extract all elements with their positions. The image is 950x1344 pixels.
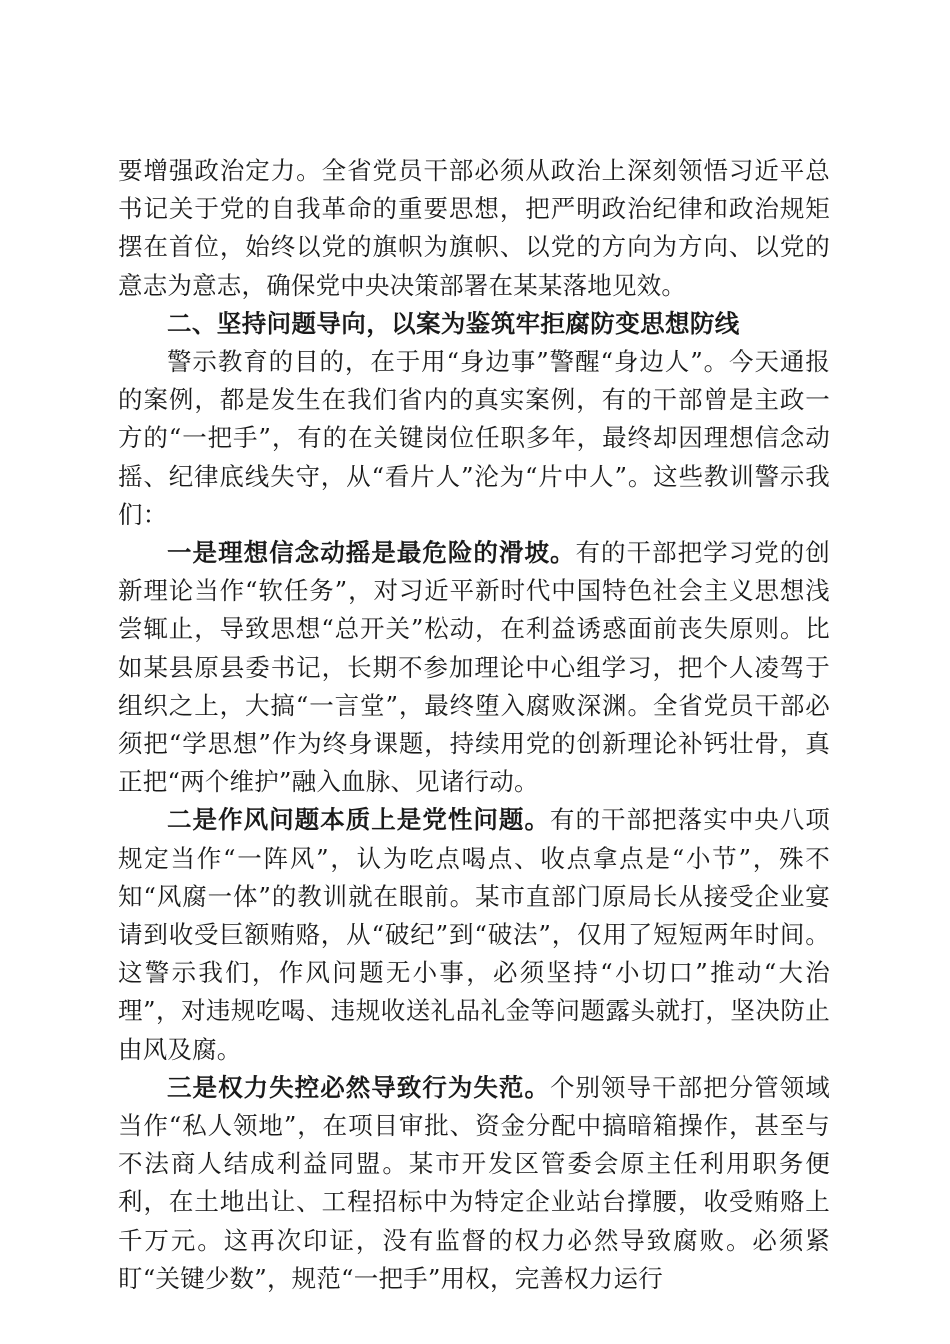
point-one-paragraph — [118, 534, 830, 801]
section-heading — [118, 305, 830, 343]
paragraph-text: 警示教育的目的，在于用“身边事”警醒“身边人”。今天通报的案例，都是发生在我们省内的真实案例，有的干部曾是主政一方的“一把手”，有的在关键岗位任职多年，最终却因理想信念动摇、纪律底线失守，从“看片人”沦为“片中人”。这些教训警示我们： — [118, 347, 830, 529]
warning-paragraph — [118, 343, 830, 534]
point-two-paragraph — [118, 801, 830, 1068]
point-three-lead: 三是权力失控必然导致行为失范。 — [167, 1072, 550, 1102]
point-two-lead: 二是作风问题本质上是党性问题。 — [167, 805, 550, 835]
point-one-lead: 一是理想信念动摇是最危险的滑坡。 — [167, 538, 576, 568]
document-body — [118, 152, 830, 1298]
section-heading-text: 二、坚持问题导向，以案为鉴筑牢拒腐防变思想防线 — [167, 308, 740, 338]
paragraph-text: 要增强政治定力。全省党员干部必须从政治上深刻领悟习近平总书记关于党的自我革命的重要思想，把严明政治纪律和政治规矩摆在首位，始终以党的旗帜为旗帜、以党的方向为方向、以党的意志为意志，确保党中央决策部署在某某落地见效。 — [118, 156, 830, 300]
continuation-paragraph — [118, 152, 830, 305]
point-three-paragraph — [118, 1069, 830, 1298]
paragraph-text: 个别领导干部把分管领域当作“私人领地”，在项目审批、资金分配中搞暗箱操作，甚至与不法商人结成利益同盟。某市开发区管委会原主任利用职务便利，在土地出让、工程招标中为特定企业站台撑腰，收受贿赂上千万元。这再次印证，没有监督的权力必然导致腐败。必须紧盯“关键少数”，规范“一把手”用权，完善权力运行 — [118, 1072, 831, 1293]
paragraph-text: 有的干部把学习党的创新理论当作“软任务”，对习近平新时代中国特色社会主义思想浅尝辄止，导致思想“总开关”松动，在利益诱惑面前丧失原则。比如某县原县委书记，长期不参加理论中心组学习，把个人凌驾于组织之上，大搞“一言堂”，最终堕入腐败深渊。全省党员干部必须把“学思想”作为终身课题，持续用党的创新理论补钙壮骨，真正把“两个维护”融入血脉、见诸行动。 — [118, 538, 831, 797]
paragraph-text: 有的干部把落实中央八项规定当作“一阵风”，认为吃点喝点、收点拿点是“小节”，殊不知“风腐一体”的教训就在眼前。某市直部门原局长从接受企业宴请到收受巨额贿赂，从“破纪”到“破法”，仅用了短短两年时间。这警示我们，作风问题无小事，必须坚持“小切口”推动“大治理”，对违规吃喝、违规收送礼品礼金等问题露头就打，坚决防止由风及腐。 — [118, 805, 831, 1064]
